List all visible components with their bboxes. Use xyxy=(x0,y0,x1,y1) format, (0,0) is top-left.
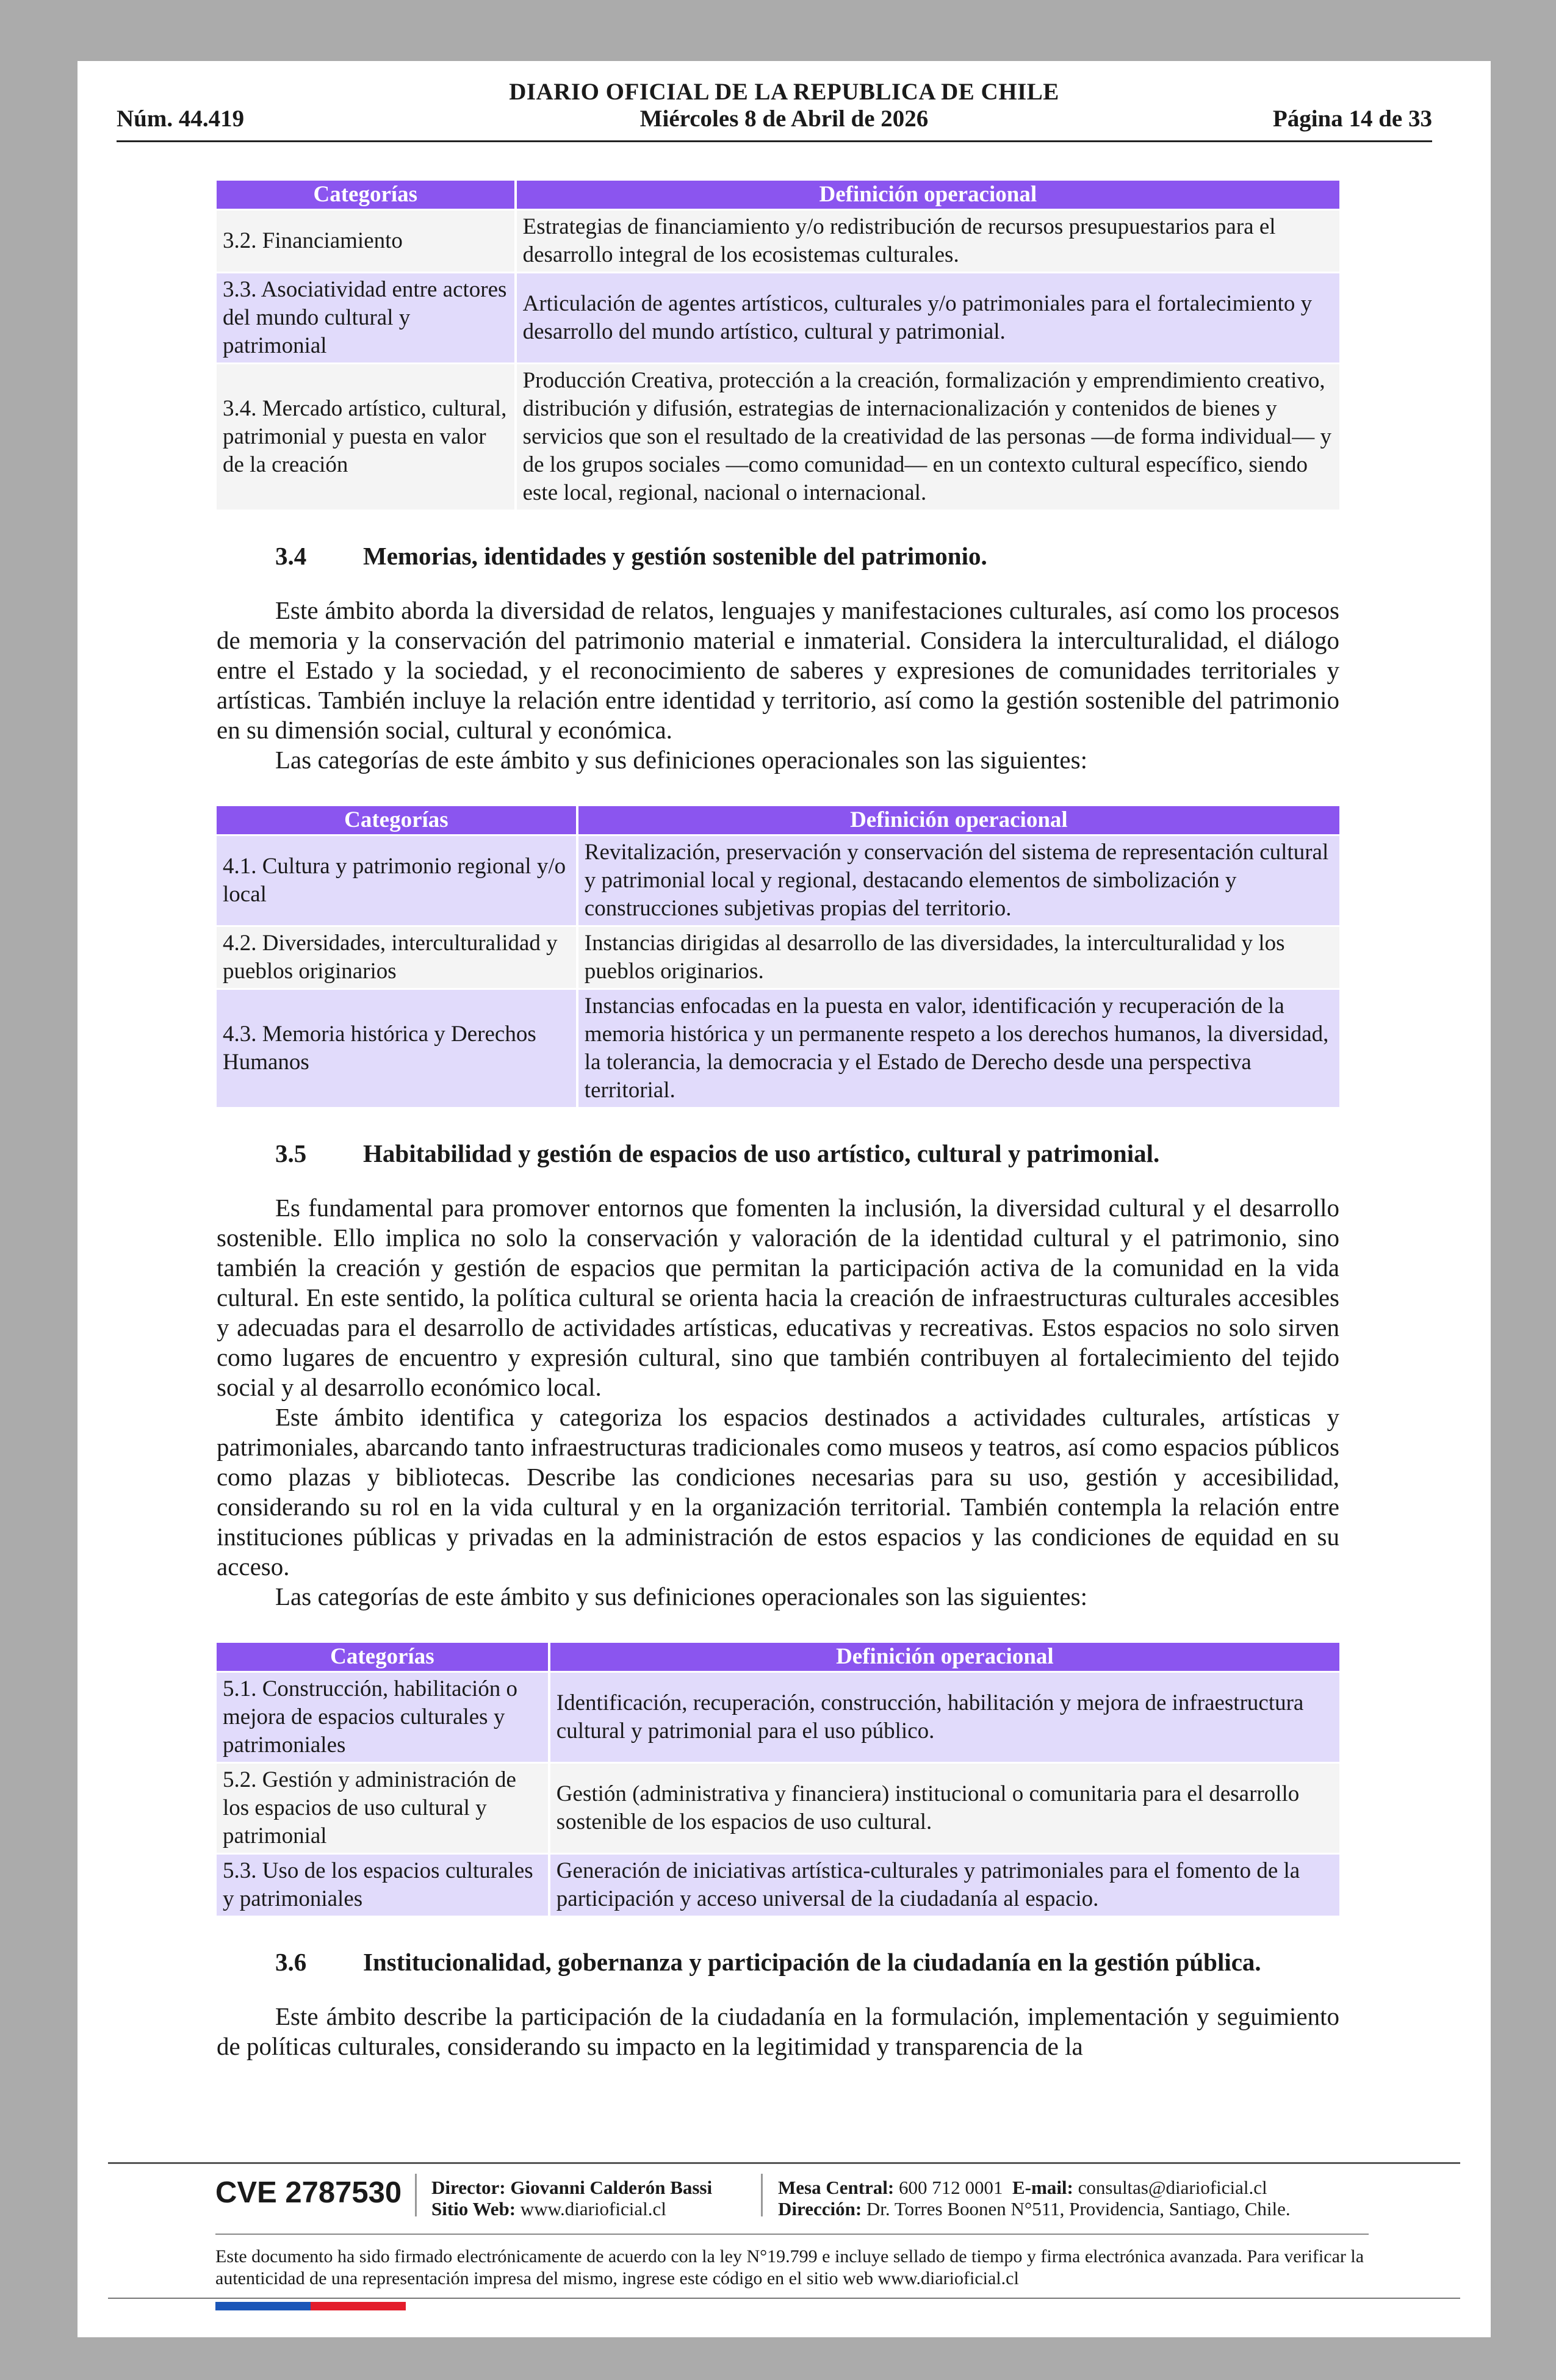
footer-divider xyxy=(108,2162,1460,2164)
header-divider xyxy=(117,140,1432,142)
paragraph: Es fundamental para promover entornos que fomenten la inclusión, la diversidad cultural y el desarrollo sostenible. Ello implica no solo la conservación y valoración de la identidad cultural y el patrimonio, sino también la creación y gestión de espacios que permitan la participación activa de la comunidad en la vida cultural. En este sentido, la política cultural se orienta hacia la creación de infraestructuras culturales accesibles y adecuadas para el desarrollo de actividades artísticas, educativas y recreativas. Estos espacios no solo sirven como lugares de encuentro y expresión cultural, sino que también contribuyen al fortalecimiento del tejido social y al desarrollo económico local. xyxy=(217,1194,1339,1401)
footer-contact-block xyxy=(778,2177,1291,2220)
signature-notice: Este documento ha sido firmado electrónicamente de acuerdo con la ley N°19.799 e incluye sellado de tiempo y firma electrónica avanzada. Para verificar la autenticidad de una representación impresa del mismo, ingrese este código en el sitio web www.diarioficial.cl xyxy=(215,2246,1364,2288)
categories-table-3 xyxy=(217,179,1339,511)
table-row xyxy=(217,211,1339,272)
definition-cell: Producción Creativa, protección a la creación, formalización y emprendimiento creativo, distribución y difusión, estrategias de internacionalización y contenidos de bienes y servicios que son el resultado de la creatividad de las personas —de forma individual— y de los grupos sociales —como comunidad— en un contexto cultural específico, siendo este local, regional, nacional o internacional. xyxy=(514,364,1339,510)
table-row xyxy=(217,1855,1339,1916)
table-row xyxy=(217,1764,1339,1853)
definition-cell: Estrategias de financiamiento y/o redistribución de recursos presupuestarios para el desarrollo integral de los ecosistemas culturales. xyxy=(514,211,1339,272)
main-content xyxy=(217,179,1339,2061)
address-label: Dirección: xyxy=(778,2198,862,2220)
document-page xyxy=(77,61,1491,2337)
issue-date: Miércoles 8 de Abril de 2026 xyxy=(639,106,929,132)
table-row xyxy=(217,364,1339,510)
category-cell: 4.2. Diversidades, interculturalidad y pueblos originarios xyxy=(217,927,576,988)
category-cell: 5.2. Gestión y administración de los espacios de uso cultural y patrimonial xyxy=(217,1764,548,1853)
definition-cell: Identificación, recuperación, construcción, habilitación y mejora de infraestructura cultural y patrimonial para el uso público. xyxy=(548,1673,1339,1762)
category-cell: 5.1. Construcción, habilitación o mejora de espacios culturales y patrimoniales xyxy=(217,1673,548,1762)
paragraph: Este ámbito identifica y categoriza los espacios destinados a actividades culturales, artísticas y patrimoniales, abarcando tanto infraestructuras tradicionales como museos y teatros, así como espacios públicos como plazas y bibliotecas. Describe las condiciones necesarias para su uso, gestión y accesibilidad, considerando su rol en la vida cultural y en la organización territorial. También contempla la relación entre instituciones públicas y privadas en la administración de estos espacios y las condiciones de equidad en su acceso. xyxy=(217,1403,1339,1581)
table-header-row xyxy=(217,806,1339,834)
footer-bottom-rule xyxy=(108,2298,1460,2299)
column-header-categories: Categorías xyxy=(217,1643,548,1671)
footer-separator xyxy=(415,2174,417,2216)
page-indicator: Página 14 de 33 xyxy=(1272,106,1432,132)
cve-code: CVE 2787530 xyxy=(215,2176,402,2209)
flag-stripe-blue xyxy=(215,2302,311,2310)
categories-table-5 xyxy=(217,1641,1339,1917)
column-header-definition: Definición operacional xyxy=(514,181,1339,209)
website-label: Sitio Web: xyxy=(431,2198,516,2220)
section-title: Memorias, identidades y gestión sostenible del patrimonio. xyxy=(363,542,987,570)
categories-table-4 xyxy=(217,804,1339,1109)
director-name: Giovanni Calderón Bassi xyxy=(510,2177,713,2198)
paragraph: Las categorías de este ámbito y sus definiciones operacionales son las siguientes: xyxy=(275,1582,1087,1610)
column-header-definition: Definición operacional xyxy=(548,1643,1339,1671)
section-title: Habitabilidad y gestión de espacios de uso artístico, cultural y patrimonial. xyxy=(363,1139,1160,1167)
definition-cell: Instancias dirigidas al desarrollo de las diversidades, la interculturalidad y los pueblos originarios. xyxy=(576,927,1339,988)
section-title: Institucionalidad, gobernanza y participación de la ciudadanía en la gestión pública. xyxy=(363,1948,1261,1976)
section-number: 3.4 xyxy=(275,542,307,570)
phone-label: Mesa Central: xyxy=(778,2177,895,2198)
footer-director-block xyxy=(431,2177,712,2220)
table-row xyxy=(217,1673,1339,1762)
website-link[interactable]: www.diarioficial.cl xyxy=(520,2198,666,2220)
column-header-definition: Definición operacional xyxy=(576,806,1339,834)
definition-cell: Gestión (administrativa y financiera) institucional o comunitaria para el desarrollo sostenible de los espacios de uso cultural. xyxy=(548,1764,1339,1853)
table-row xyxy=(217,927,1339,988)
flag-stripe-red xyxy=(311,2302,406,2310)
definition-cell: Articulación de agentes artísticos, culturales y/o patrimoniales para el fortalecimiento y desarrollo del mundo artístico, cultural y patrimonial. xyxy=(514,273,1339,362)
category-cell: 4.1. Cultura y patrimonio regional y/o local xyxy=(217,836,576,925)
issue-number: Núm. 44.419 xyxy=(117,106,245,132)
phone-number: 600 712 0001 xyxy=(899,2177,1003,2198)
category-cell: 4.3. Memoria histórica y Derechos Humanos xyxy=(217,990,576,1107)
column-header-categories: Categorías xyxy=(217,806,576,834)
director-label: Director: xyxy=(431,2177,506,2198)
footer-separator xyxy=(761,2174,763,2216)
table-header-row xyxy=(217,1643,1339,1671)
paragraph: Este ámbito aborda la diversidad de relatos, lenguajes y manifestaciones culturales, así como los procesos de memoria y la conservación del patrimonio material e inmaterial. Considera la interculturalidad, el diálogo entre el Estado y la sociedad, y el reconocimiento de saberes y expresiones de comunidades territoriales y artísticas. También incluye la relación entre identidad y territorio, así como la gestión sostenible del patrimonio en su dimensión social, cultural y económica. xyxy=(217,596,1339,744)
category-cell: 3.3. Asociatividad entre actores del mundo cultural y patrimonial xyxy=(217,273,514,362)
paragraph: Este ámbito describe la participación de la ciudadanía en la formulación, implementación y seguimiento de políticas culturales, considerando su impacto en la legitimidad y transparencia de la xyxy=(217,2002,1339,2060)
table-row xyxy=(217,836,1339,925)
section-number: 3.5 xyxy=(275,1139,307,1167)
section-heading-3-6 xyxy=(217,1947,1339,1977)
table-row xyxy=(217,990,1339,1107)
column-header-categories: Categorías xyxy=(217,181,514,209)
definition-cell: Instancias enfocadas en la puesta en valor, identificación y recuperación de la memoria histórica y un permanente respeto a los derechos humanos, la diversidad, la tolerancia, la democracia y el Estado de Derecho desde una perspectiva territorial. xyxy=(576,990,1339,1107)
email-label: E-mail: xyxy=(1012,2177,1073,2198)
category-cell: 5.3. Uso de los espacios culturales y patrimoniales xyxy=(217,1855,548,1916)
section-heading-3-4 xyxy=(217,541,1339,571)
paragraph: Las categorías de este ámbito y sus definiciones operacionales son las siguientes: xyxy=(275,746,1087,774)
section-heading-3-5 xyxy=(217,1138,1339,1169)
footer-divider xyxy=(215,2234,1369,2235)
email-link[interactable]: consultas@diarioficial.cl xyxy=(1078,2177,1267,2198)
category-cell: 3.4. Mercado artístico, cultural, patrimonial y puesta en valor de la creación xyxy=(217,364,514,510)
table-header-row xyxy=(217,181,1339,209)
gazette-title: DIARIO OFICIAL DE LA REPUBLICA DE CHILE xyxy=(509,79,1059,105)
table-row xyxy=(217,273,1339,362)
definition-cell: Generación de iniciativas artística-culturales y patrimoniales para el fomento de la participación y acceso universal de la ciudadanía al espacio. xyxy=(548,1855,1339,1916)
section-number: 3.6 xyxy=(275,1948,307,1976)
address-text: Dr. Torres Boonen N°511, Providencia, Santiago, Chile. xyxy=(866,2198,1291,2220)
definition-cell: Revitalización, preservación y conservación del sistema de representación cultural y patrimonial local y regional, destacando elementos de simbolización y construcciones subjetivas propias del territorio. xyxy=(576,836,1339,925)
category-cell: 3.2. Financiamiento xyxy=(217,211,514,272)
